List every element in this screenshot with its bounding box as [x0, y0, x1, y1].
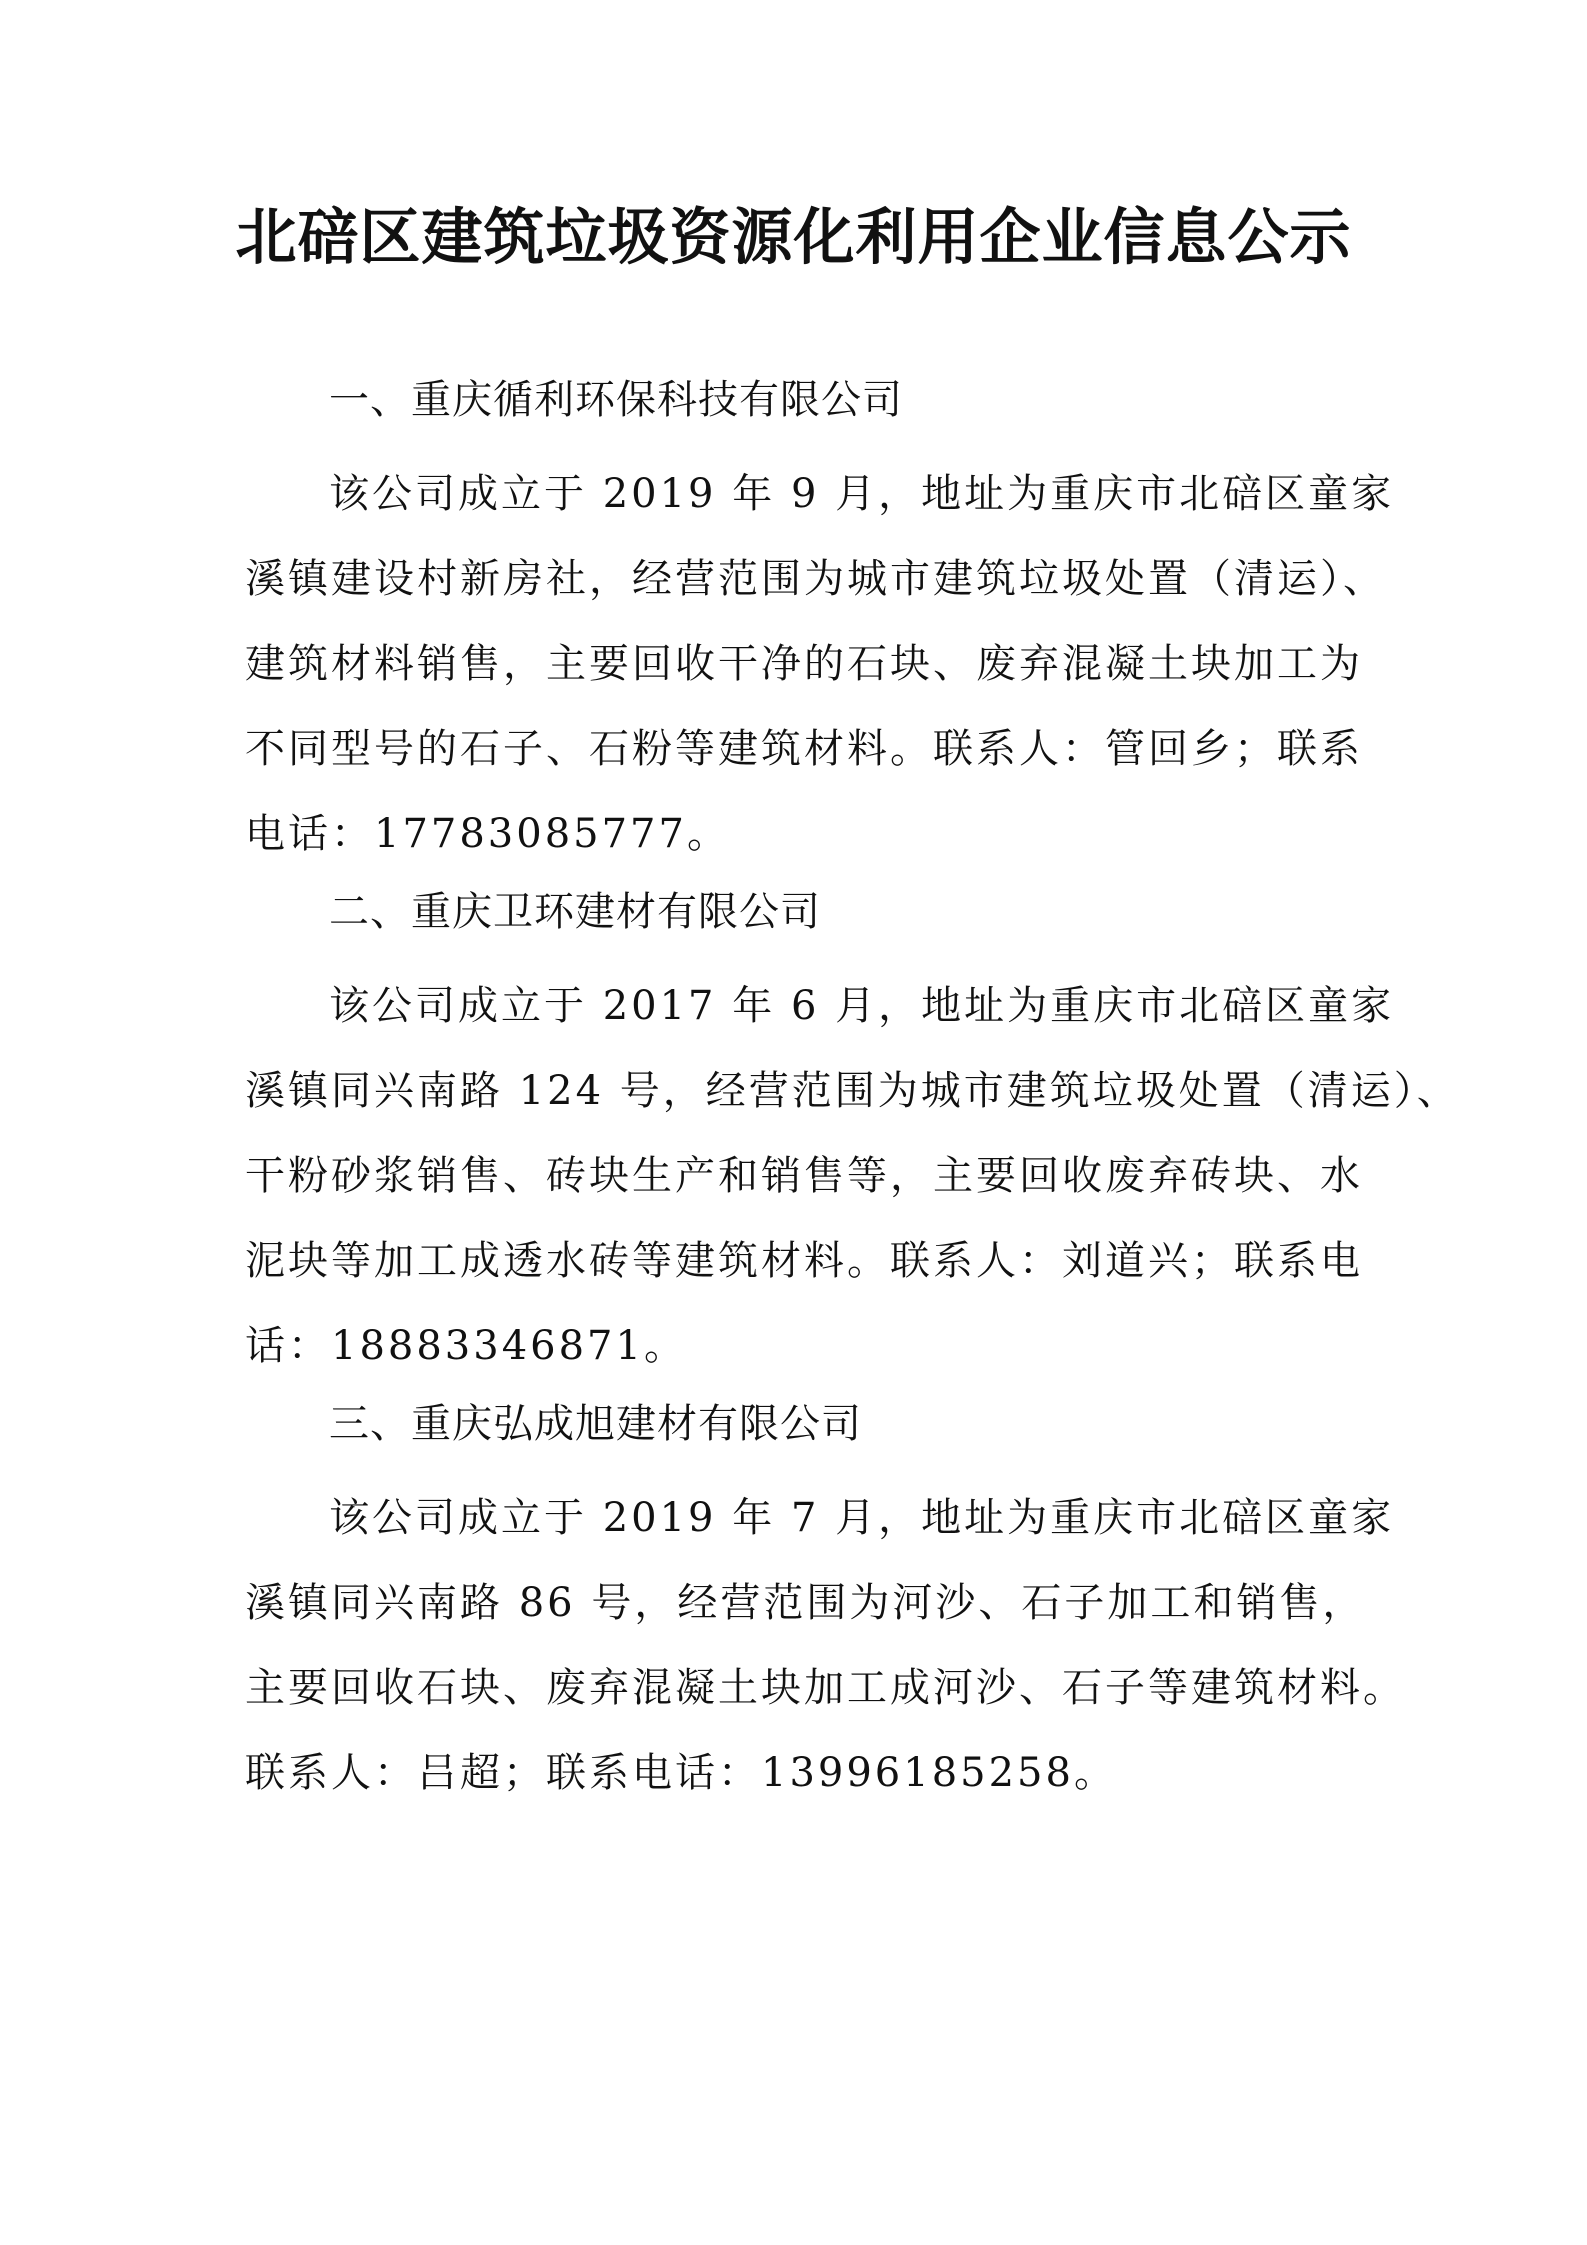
paragraph-line: 联系人：吕超；联系电话：13996185258。 [245, 1750, 1117, 1796]
paragraph-line: 不同型号的石子、石粉等建筑材料。联系人：管回乡；联系 [245, 726, 1363, 772]
section-company-2 [245, 882, 1460, 1389]
section-heading: 二、重庆卫环建材有限公司 [329, 889, 821, 935]
paragraph-line: 电话：17783085777。 [245, 811, 730, 857]
section-paragraph [245, 1476, 1406, 1816]
paragraph-line: 该公司成立于 2019 年 7 月，地址为重庆市北碚区童家 [329, 1495, 1395, 1541]
document-content [245, 370, 1460, 1821]
section-company-1 [245, 370, 1395, 877]
document-title: 北碚区建筑垃圾资源化利用企业信息公示 [235, 202, 1352, 273]
paragraph-line: 该公司成立于 2019 年 9 月，地址为重庆市北碚区童家 [329, 471, 1395, 517]
paragraph-line: 干粉砂浆销售、砖块生产和销售等，主要回收废弃砖块、水 [245, 1153, 1363, 1199]
paragraph-line: 泥块等加工成透水砖等建筑材料。联系人：刘道兴；联系电 [245, 1238, 1363, 1284]
section-paragraph [245, 452, 1395, 877]
section-company-3 [245, 1394, 1406, 1816]
section-heading: 三、重庆弘成旭建材有限公司 [329, 1401, 862, 1447]
paragraph-line: 溪镇建设村新房社，经营范围为城市建筑垃圾处置（清运）、 [245, 556, 1386, 602]
section-paragraph [245, 964, 1460, 1389]
paragraph-line: 话：18883346871。 [245, 1323, 687, 1369]
section-heading: 一、重庆循利环保科技有限公司 [329, 377, 903, 423]
paragraph-line: 主要回收石块、废弃混凝土块加工成河沙、石子等建筑材料。 [245, 1665, 1406, 1711]
paragraph-line: 建筑材料销售，主要回收干净的石块、废弃混凝土块加工为 [245, 641, 1363, 687]
paragraph-line: 溪镇同兴南路 86 号，经营范围为河沙、石子加工和销售， [245, 1580, 1366, 1626]
paragraph-line: 溪镇同兴南路 124 号，经营范围为城市建筑垃圾处置（清运）、 [245, 1068, 1460, 1114]
paragraph-line: 该公司成立于 2017 年 6 月，地址为重庆市北碚区童家 [329, 983, 1395, 1029]
